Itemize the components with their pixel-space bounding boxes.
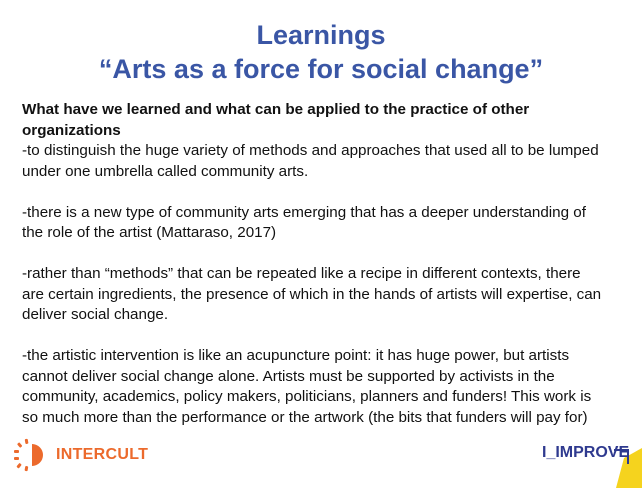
paragraph-gap <box>22 326 634 347</box>
title-subtitle: “Arts as a force for social change” <box>98 54 544 84</box>
paragraph-line: under one umbrella called community arts. <box>22 162 309 180</box>
paragraph-line: -the artistic intervention is like an acupuncture point: it has huge power, but artists <box>22 347 570 364</box>
title-learnings: Learnings <box>256 20 386 50</box>
paragraph-line: community, academics, policy makers, politicians, planners and funders! This work is <box>22 388 592 405</box>
slide-body <box>22 100 634 428</box>
intercult-sun-icon <box>10 436 50 474</box>
paragraph-line: so much more than the performance or the artwork (the bits that funders will pay for) <box>22 408 588 426</box>
paragraph-gap <box>22 244 634 265</box>
body-heading-line: organizations <box>22 121 121 139</box>
paragraph-4 <box>22 346 634 428</box>
body-heading-line: What have we learned and what can be applied to the practice of other <box>22 101 530 118</box>
paragraph-2 <box>22 203 634 244</box>
improve-wordmark: I_IMPROVE <box>542 444 630 461</box>
paragraph-line: deliver social change. <box>22 306 169 323</box>
paragraph-1 <box>22 141 634 182</box>
paragraph-line: the role of the artist (Mattaraso, 2017) <box>22 224 277 241</box>
improve-logo <box>538 442 642 488</box>
intercult-logo <box>10 436 148 474</box>
paragraph-line: are certain ingredients, the presence of which in the hands of artists will expertise, can <box>22 285 602 303</box>
paragraph-line: -rather than “methods” that can be repeated like a recipe in different contexts, there <box>22 265 581 282</box>
paragraph-line: cannot deliver social change alone. Artists must be supported by activists in the <box>22 367 555 385</box>
paragraph-line: -there is a new type of community arts emerging that has a deeper understanding of <box>22 203 586 221</box>
intercult-wordmark: INTERCULT <box>56 446 149 463</box>
slide-title <box>0 18 642 86</box>
paragraph-gap <box>22 182 634 203</box>
body-heading <box>22 100 634 141</box>
paragraph-3 <box>22 264 634 326</box>
paragraph-line: -to distinguish the huge variety of methods and approaches that used all to be lumped <box>22 142 599 159</box>
